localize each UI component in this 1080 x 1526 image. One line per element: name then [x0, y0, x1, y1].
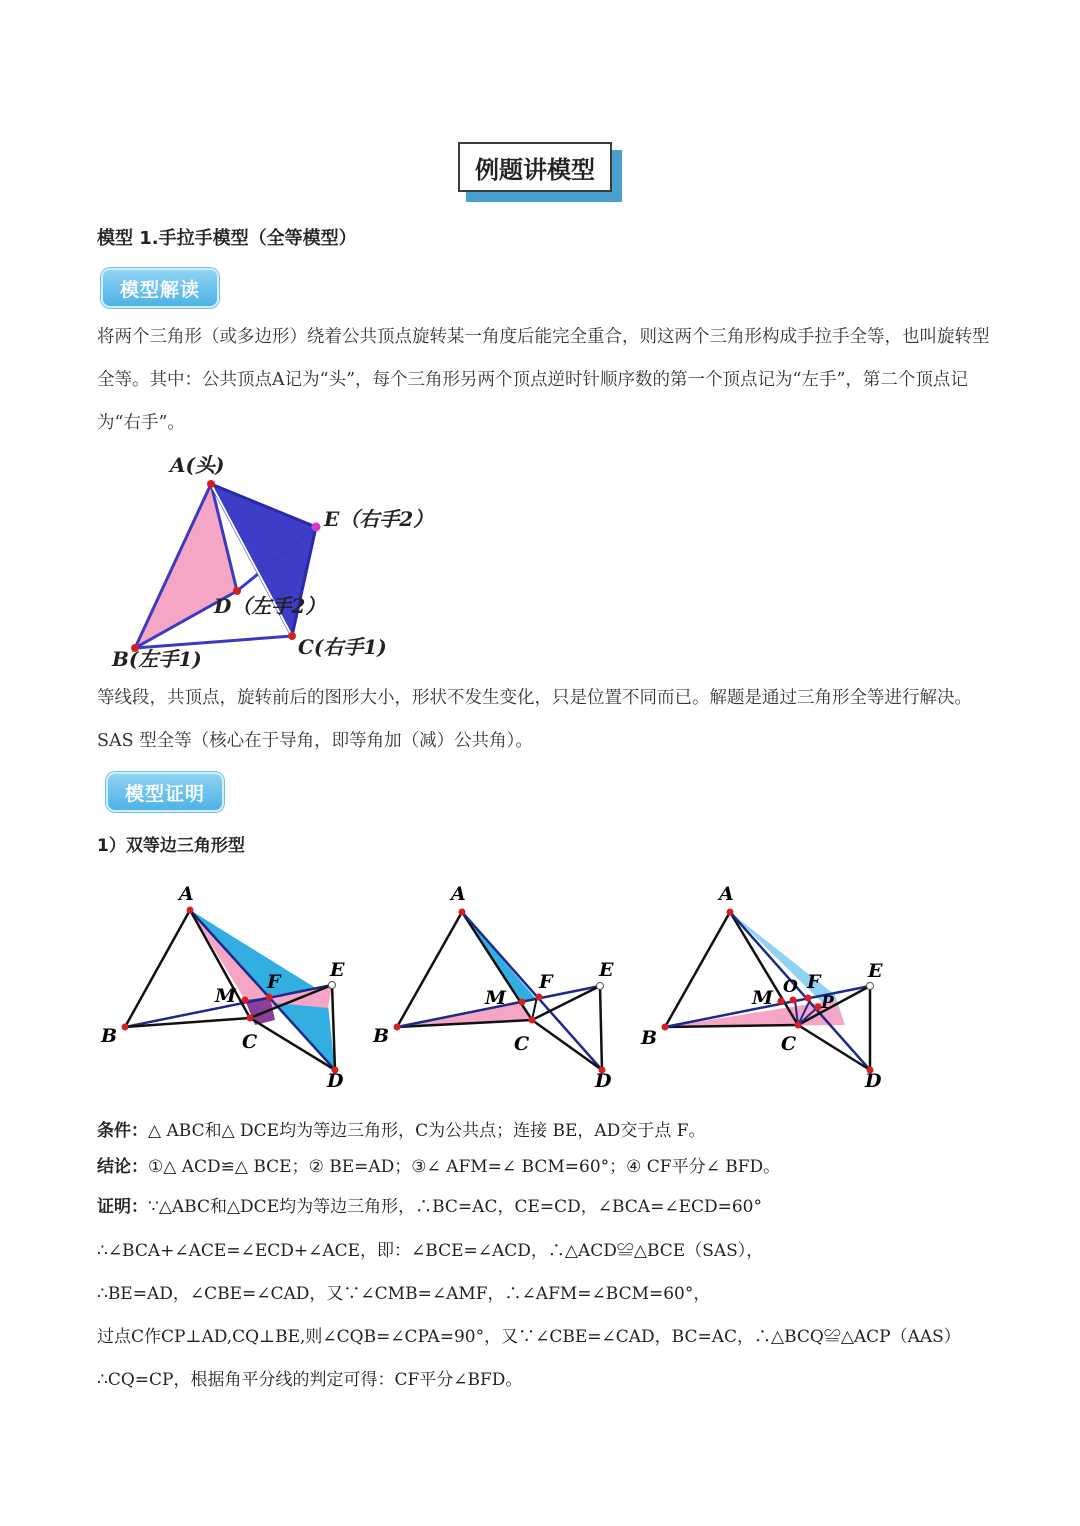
label-E: E（右手2）: [324, 507, 434, 531]
f3-E: E: [868, 960, 883, 982]
f3-P: P: [821, 993, 834, 1013]
proof-text-1: ∵△ABC和△DCE均为等边三角形，∴BC=AC，CE=CD，∠BCA=∠ECD=60°: [148, 1197, 762, 1217]
conclusion-line: [97, 1152, 780, 1177]
f2-B: B: [373, 1025, 390, 1047]
label-D: D（左手2）: [214, 594, 326, 618]
figure-3: [640, 883, 883, 1092]
badge-model-interpretation: 模型解读: [101, 268, 219, 308]
proof-line-3: ∴BE=AD，∠CBE=∠CAD，又∵∠CMB=∠AMF，∴∠AFM=∠BCM=60°，: [97, 1284, 711, 1304]
badge-model-proof: 模型证明: [106, 772, 224, 812]
conclusion-text: ①△ ACD≌△ BCE；② BE=AD；③∠ AFM=∠ BCM=60°；④ CF平分∠ BFD。: [148, 1157, 781, 1177]
triangle-ABD: [135, 484, 237, 648]
subheading-double-equilateral: 1）双等边三角形型: [97, 836, 245, 856]
conditions-text: △ ABC和△ DCE均为等边三角形，C为公共点；连接 BE，AD交于点 F。: [148, 1121, 706, 1141]
proof-line-5: ∴CQ=CP，根据角平分线的判定可得：CF平分∠BFD。: [97, 1370, 523, 1390]
f1-B: B: [101, 1025, 118, 1047]
f3-O: O: [783, 977, 798, 997]
proof-line-2: ∴∠BCA+∠ACE=∠ECD+∠ACE，即：∠BCE=∠ACD，∴△ACD≌△BCE（SAS），: [97, 1241, 764, 1261]
f2-M: M: [485, 987, 507, 1009]
proof-line-1: [97, 1192, 762, 1217]
label-B: B(左手1): [112, 647, 202, 671]
f1-C: C: [242, 1031, 258, 1053]
equilateral-figures: [95, 880, 1015, 1095]
f1-F: F: [267, 971, 281, 993]
figure-2: [372, 883, 614, 1092]
label-A-head: A(头): [170, 453, 225, 477]
conditions-line: [97, 1116, 706, 1141]
hand-in-hand-figure: [100, 448, 460, 680]
f3-C: C: [781, 1033, 797, 1055]
f3-B: B: [641, 1027, 658, 1049]
proof-line-4: 过点C作CP⊥AD,CQ⊥BE,则∠CQB=∠CPA=90°，又∵∠CBE=∠CAD，BC=AC，∴△BCQ≌△ACP（AAS）: [97, 1327, 961, 1347]
f1-D: D: [327, 1070, 344, 1092]
f2-E: E: [599, 959, 614, 981]
figure-1: [100, 883, 345, 1092]
f3-M: M: [752, 987, 774, 1009]
conditions-label: 条件：: [97, 1121, 148, 1141]
f3-A: A: [719, 883, 734, 905]
f2-F: F: [539, 971, 553, 993]
page-title: 例题讲模型: [458, 142, 612, 192]
f2-A: A: [451, 883, 466, 905]
label-C: C(右手1): [298, 635, 387, 659]
f3-F: F: [807, 971, 821, 993]
f2-C: C: [514, 1033, 530, 1055]
proof-label: 证明：: [97, 1197, 148, 1217]
f3-D: D: [865, 1070, 882, 1092]
intro-paragraph: 将两个三角形（或多边形）绕着公共顶点旋转某一角度后能完全重合，则这两个三角形构成手拉手全等，也叫旋转型全等。其中：公共顶点A记为“头”，每个三角形另两个顶点逆时针顺序数的第一个顶点记为“左手”，第二个顶点记为“右手”。: [97, 327, 990, 433]
f1-E: E: [330, 959, 345, 981]
f1-M: M: [215, 985, 237, 1007]
f1-A: A: [179, 883, 194, 905]
f2-D: D: [595, 1070, 612, 1092]
conclusion-label: 结论：: [97, 1157, 148, 1177]
model-summary-paragraph: 等线段，共顶点，旋转前后的图形大小，形状不发生变化，只是位置不同而已。解题是通过三角形全等进行解决。SAS 型全等（核心在于导角，即等角加（减）公共角）。: [97, 688, 972, 751]
section-heading: 模型 1.手拉手模型（全等模型）: [97, 228, 357, 249]
